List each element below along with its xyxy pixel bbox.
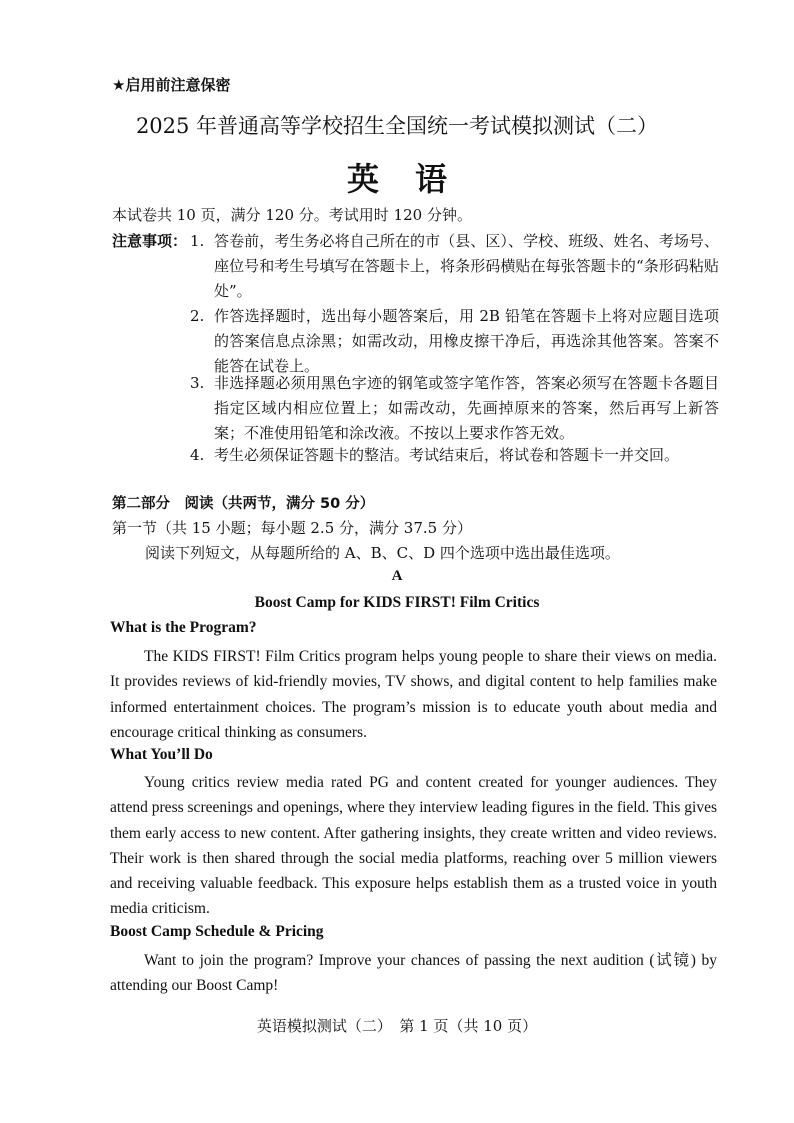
note-item: 考生必须保证答题卡的整洁。考试结束后，将试卷和答题卡一并交回。 [214, 446, 680, 464]
page-footer: 英语模拟测试（二） 第 1 页（共 10 页） [256, 1017, 538, 1035]
section-heading-schedule: Boost Camp Schedule & Pricing [110, 923, 324, 940]
section-heading-what-youll-do: What You’ll Do [110, 746, 213, 763]
confidential-notice: ★启用前注意保密 [112, 76, 231, 94]
paragraph-what-youll-do: Young critics review media rated PG and content created for younger audiences. They attend press screenings and openings, where they interview leading figures in the field. This gives them early access to new content. After gathering insights, they create written and video reviews. Their work is then shared through the social media platforms, reaching over 5 million viewers and receiving valuable feedback. This exposure helps establish them as a trusted voice in youth media criticism. [110, 774, 717, 918]
note-number: 2. [190, 307, 205, 325]
exam-title: 2025 年普通高等学校招生全国统一考试模拟测试（二） [135, 114, 659, 138]
subject-title: 英语 [346, 160, 483, 198]
passage-title: Boost Camp for KIDS FIRST! Film Critics [254, 594, 540, 611]
note-item: 答卷前，考生务必将自己所在的市（县、区）、学校、班级、姓名、考场号、座位号和考生号填写在答题卡上，将条形码横贴在每张答题卡的“条形码粘贴处”。 [214, 232, 719, 300]
paragraph-program: The KIDS FIRST! Film Critics program helps young people to share their views on media. It provides reviews of kid-friendly movies, TV shows, and digital content to help families make informed entertainment choices. The program’s mission is to educate youth about media and encourage critical thinking as consumers. [110, 648, 717, 741]
exam-intro: 本试卷共 10 页，满分 120 分。考试用时 120 分钟。 [112, 206, 472, 224]
notes-label: 注意事项： [112, 232, 188, 250]
note-number: 1. [190, 232, 205, 250]
note-item: 作答选择题时，选出每小题答案后，用 2B 铅笔在答题卡上将对应题目选项的答案信息点涂黑；如需改动，用橡皮擦干净后，再选涂其他答案。答案不能答在试卷上。 [214, 307, 719, 375]
note-item: 非选择题必须用黑色字迹的钢笔或签字笔作答，答案必须写在答题卡各题目指定区域内相应位置上；如需改动，先画掉原来的答案，然后再写上新答案；不准使用铅笔和涂改液。不按以上要求作答无效。 [214, 374, 719, 442]
note-number: 3. [190, 374, 205, 392]
part-heading: 第二部分 阅读（共两节，满分 50 分） [112, 496, 375, 512]
passage-letter: A [391, 568, 403, 584]
note-number: 4. [190, 446, 205, 464]
section-heading: 第一节（共 15 小题；每小题 2.5 分，满分 37.5 分） [112, 519, 472, 537]
paragraph-schedule: Want to join the program? Improve your chances of passing the next audition (试镜) by attending our Boost Camp! [110, 952, 717, 995]
section-heading-program: What is the Program? [110, 619, 257, 636]
reading-instruction: 阅读下列短文，从每题所给的 A、B、C、D 四个选项中选出最佳选项。 [145, 544, 620, 562]
